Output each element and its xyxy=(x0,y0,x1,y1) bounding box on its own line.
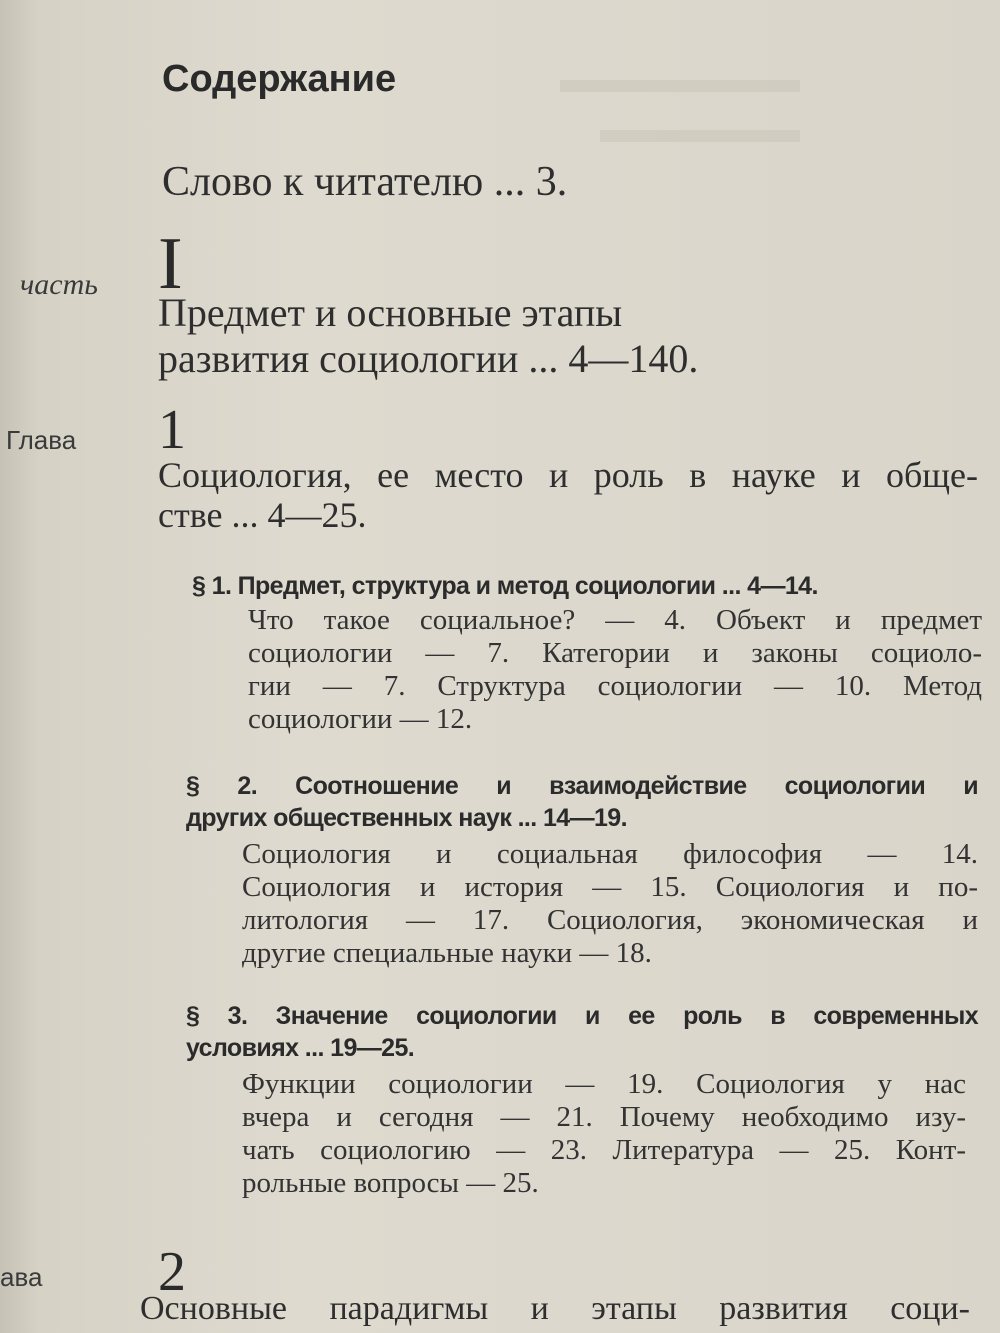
section-title-line: условиях ... 19—25. xyxy=(186,1034,415,1062)
section-title xyxy=(186,770,978,834)
toc-heading: Содержание xyxy=(162,58,397,100)
section-title xyxy=(192,570,982,602)
section-title-line: других общественных наук ... 14—19. xyxy=(186,804,627,832)
section-body-line: гии — 7. Структура социологии — 10. Метод xyxy=(248,670,982,702)
section-body-line: Социология и история — 15. Социология и по- xyxy=(242,871,978,903)
chapter-label: ава xyxy=(0,1262,43,1292)
part-number: I xyxy=(158,223,183,305)
section-body-line: вчера и сегодня — 21. Почему необходимо изу- xyxy=(242,1101,966,1133)
section-body-line: социологии — 12. xyxy=(248,703,473,735)
section-title-line: § 2. Соотношение и взаимодействие социологии и xyxy=(186,772,978,800)
show-through-decoration: ▬▬▬▬▬ xyxy=(600,121,800,165)
chapter-title-line: стве ... 4—25. xyxy=(158,495,367,535)
show-through-decoration: ▬▬▬▬▬▬ xyxy=(560,71,800,115)
section-title-line: § 1. Предмет, структура и метод социологии ... 4—14. xyxy=(192,572,818,600)
section-body-line: Социология и социальная философия — 14. xyxy=(242,838,978,870)
preface-entry: Слово к читателю ... 3. xyxy=(162,159,568,205)
chapter-number: 1 xyxy=(158,399,186,461)
chapter-title-line: Основные парадигмы и этапы развития соци- xyxy=(140,1290,970,1327)
part-title xyxy=(158,290,698,382)
chapter-title xyxy=(158,455,978,535)
section-body-line: другие специальные науки — 18. xyxy=(242,937,652,969)
section-1 xyxy=(192,570,982,736)
section-body-line: Функции социологии — 19. Социология у нас xyxy=(242,1068,966,1100)
part-title-line: развития социологии ... 4—140. xyxy=(158,336,699,381)
section-body xyxy=(242,1068,966,1200)
section-body-line: социологии — 7. Категории и законы социоло- xyxy=(248,637,982,669)
chapter-label: Глава xyxy=(6,425,77,455)
section-body xyxy=(242,838,978,970)
chapter-title xyxy=(140,1290,970,1328)
section-body xyxy=(248,604,982,736)
section-body-line: Что такое социальное? — 4. Объект и предмет xyxy=(248,604,982,636)
section-2 xyxy=(186,770,978,970)
part-label: часть xyxy=(20,268,98,301)
chapter-title-line: Социология, ее место и роль в науке и обще- xyxy=(158,455,978,495)
section-body-line: рольные вопросы — 25. xyxy=(242,1167,539,1199)
section-title-line: § 3. Значение социологии и ее роль в современных xyxy=(186,1002,978,1030)
chapter-number: 2 xyxy=(158,1241,186,1303)
section-3 xyxy=(186,1000,978,1200)
section-body-line: чать социологию — 23. Литература — 25. Конт- xyxy=(242,1134,966,1166)
section-title xyxy=(186,1000,978,1064)
part-title-line: Предмет и основные этапы xyxy=(158,290,623,335)
section-body-line: литология — 17. Социология, экономическая и xyxy=(242,904,978,936)
